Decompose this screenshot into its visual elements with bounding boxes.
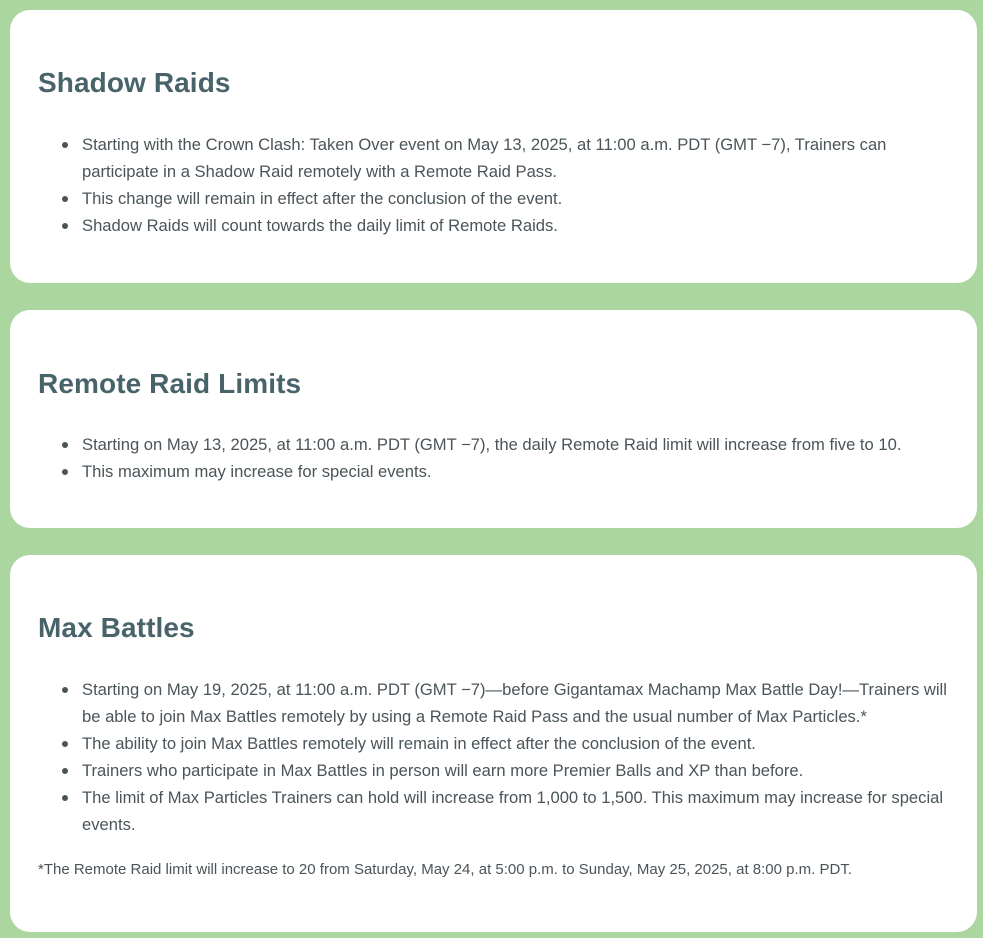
list-item: The limit of Max Particles Trainers can hold will increase from 1,000 to 1,500. This maximum may increase for special events. xyxy=(82,784,953,838)
list-item: This maximum may increase for special events. xyxy=(82,458,953,485)
footnote: *The Remote Raid limit will increase to 20 from Saturday, May 24, at 5:00 p.m. to Sunday, May 25, 2025, at 8:00 p.m. PDT. xyxy=(38,861,852,878)
shadow-raids-list xyxy=(38,131,953,239)
list-item: Starting with the Crown Clash: Taken Over event on May 13, 2025, at 11:00 a.m. PDT (GMT −7), Trainers can participate in a Shadow Raid remotely with a Remote Raid Pass. xyxy=(82,131,953,185)
section-title-max-battles: Max Battles xyxy=(38,612,195,643)
list-item: Trainers who participate in Max Battles in person will earn more Premier Balls and XP than before. xyxy=(82,757,953,784)
list-item: The ability to join Max Battles remotely will remain in effect after the conclusion of the event. xyxy=(82,730,953,757)
section-title-remote-raid-limits: Remote Raid Limits xyxy=(38,368,302,399)
remote-raid-limits-card xyxy=(10,310,977,528)
max-battles-card xyxy=(10,555,977,932)
shadow-raids-card xyxy=(10,10,977,283)
list-item: Starting on May 19, 2025, at 11:00 a.m. PDT (GMT −7)—before Gigantamax Machamp Max Battle Day!—Trainers will be able to join Max Battles remotely by using a Remote Raid Pass and the usual number of Max Particles.* xyxy=(82,676,953,730)
max-battles-list xyxy=(38,676,953,838)
remote-raid-limits-list xyxy=(38,431,953,485)
list-item: This change will remain in effect after the conclusion of the event. xyxy=(82,185,953,212)
section-title-shadow-raids: Shadow Raids xyxy=(38,67,231,98)
list-item: Shadow Raids will count towards the daily limit of Remote Raids. xyxy=(82,212,953,239)
list-item: Starting on May 13, 2025, at 11:00 a.m. PDT (GMT −7), the daily Remote Raid limit will increase from five to 10. xyxy=(82,431,953,458)
